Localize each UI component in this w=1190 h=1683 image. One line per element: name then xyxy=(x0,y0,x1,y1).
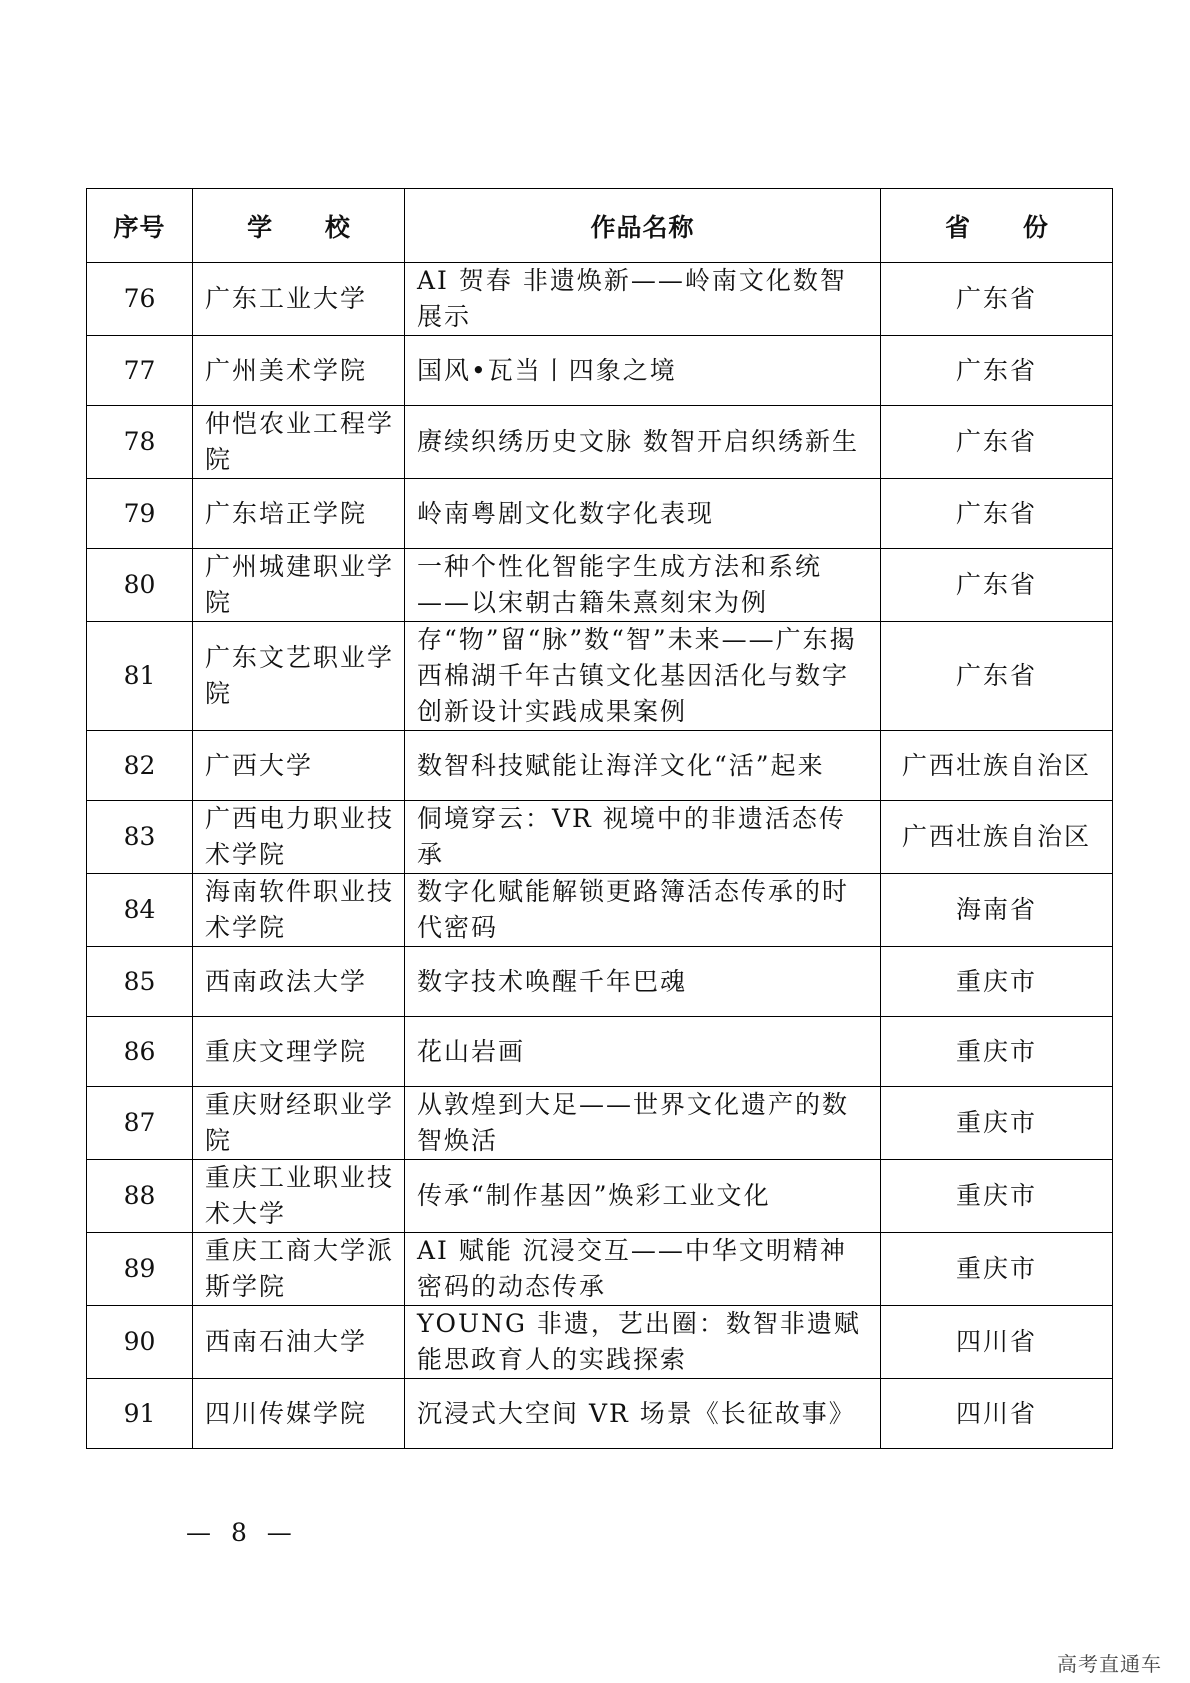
header-work-title: 作品名称 xyxy=(405,189,881,263)
table-row xyxy=(87,622,1113,731)
row-province: 重庆市 xyxy=(881,1087,1113,1160)
row-work-title: 沉浸式大空间 VR 场景《长征故事》 xyxy=(405,1379,881,1449)
row-province: 广西壮族自治区 xyxy=(881,801,1113,874)
table-row xyxy=(87,1017,1113,1087)
row-number: 83 xyxy=(87,801,193,874)
table-row xyxy=(87,1233,1113,1306)
row-province: 重庆市 xyxy=(881,1017,1113,1087)
page-number: — 8 — xyxy=(186,1518,298,1547)
row-province: 重庆市 xyxy=(881,1160,1113,1233)
row-school: 重庆工商大学派斯学院 xyxy=(193,1233,405,1306)
row-work-title: 从敦煌到大足——世界文化遗产的数智焕活 xyxy=(405,1087,881,1160)
row-province: 广东省 xyxy=(881,406,1113,479)
row-number: 87 xyxy=(87,1087,193,1160)
row-number: 90 xyxy=(87,1306,193,1379)
row-work-title: 赓续织绣历史文脉 数智开启织绣新生 xyxy=(405,406,881,479)
row-province: 四川省 xyxy=(881,1379,1113,1449)
table-row xyxy=(87,874,1113,947)
row-school: 广西大学 xyxy=(193,731,405,801)
row-work-title: 侗境穿云：VR 视境中的非遗活态传承 xyxy=(405,801,881,874)
row-number: 81 xyxy=(87,622,193,731)
row-province: 重庆市 xyxy=(881,947,1113,1017)
row-school: 广东文艺职业学院 xyxy=(193,622,405,731)
table-row xyxy=(87,479,1113,549)
row-school: 广东培正学院 xyxy=(193,479,405,549)
row-work-title: 花山岩画 xyxy=(405,1017,881,1087)
row-number: 77 xyxy=(87,336,193,406)
table-row xyxy=(87,263,1113,336)
row-school: 西南石油大学 xyxy=(193,1306,405,1379)
header-province: 省 份 xyxy=(881,189,1113,263)
table-row xyxy=(87,731,1113,801)
award-list-table xyxy=(86,188,1113,1449)
row-province: 广东省 xyxy=(881,336,1113,406)
table-row xyxy=(87,1087,1113,1160)
row-school: 四川传媒学院 xyxy=(193,1379,405,1449)
row-number: 76 xyxy=(87,263,193,336)
row-province: 广东省 xyxy=(881,622,1113,731)
table-row xyxy=(87,406,1113,479)
table-row xyxy=(87,549,1113,622)
table-row xyxy=(87,1160,1113,1233)
header-school: 学 校 xyxy=(193,189,405,263)
row-work-title: 数字技术唤醒千年巴魂 xyxy=(405,947,881,1017)
table-row xyxy=(87,1306,1113,1379)
row-number: 82 xyxy=(87,731,193,801)
table-header-row xyxy=(87,189,1113,263)
row-number: 91 xyxy=(87,1379,193,1449)
row-number: 78 xyxy=(87,406,193,479)
row-work-title: YOUNG 非遗，艺出圈：数智非遗赋能思政育人的实践探索 xyxy=(405,1306,881,1379)
table-row xyxy=(87,801,1113,874)
row-work-title: 岭南粤剧文化数字化表现 xyxy=(405,479,881,549)
row-school: 广州美术学院 xyxy=(193,336,405,406)
row-province: 四川省 xyxy=(881,1306,1113,1379)
row-number: 79 xyxy=(87,479,193,549)
row-work-title: 国风•瓦当丨四象之境 xyxy=(405,336,881,406)
row-province: 广西壮族自治区 xyxy=(881,731,1113,801)
row-work-title: 一种个性化智能字生成方法和系统——以宋朝古籍朱熹刻宋为例 xyxy=(405,549,881,622)
row-school: 重庆财经职业学院 xyxy=(193,1087,405,1160)
row-school: 广西电力职业技术学院 xyxy=(193,801,405,874)
row-province: 广东省 xyxy=(881,549,1113,622)
row-work-title: 数智科技赋能让海洋文化“活”起来 xyxy=(405,731,881,801)
row-number: 88 xyxy=(87,1160,193,1233)
row-province: 重庆市 xyxy=(881,1233,1113,1306)
row-province: 广东省 xyxy=(881,263,1113,336)
row-number: 85 xyxy=(87,947,193,1017)
row-number: 86 xyxy=(87,1017,193,1087)
row-school: 西南政法大学 xyxy=(193,947,405,1017)
table-row xyxy=(87,947,1113,1017)
header-number: 序号 xyxy=(87,189,193,263)
row-province: 广东省 xyxy=(881,479,1113,549)
row-work-title: 传承“制作基因”焕彩工业文化 xyxy=(405,1160,881,1233)
row-school: 重庆工业职业技术大学 xyxy=(193,1160,405,1233)
row-work-title: 数字化赋能解锁更路簿活态传承的时代密码 xyxy=(405,874,881,947)
row-school: 广州城建职业学院 xyxy=(193,549,405,622)
table-row xyxy=(87,1379,1113,1449)
row-work-title: AI 赋能 沉浸交互——中华文明精神密码的动态传承 xyxy=(405,1233,881,1306)
row-school: 仲恺农业工程学院 xyxy=(193,406,405,479)
table-row xyxy=(87,336,1113,406)
row-school: 广东工业大学 xyxy=(193,263,405,336)
watermark: 高考直通车 xyxy=(1057,1652,1162,1676)
row-school: 重庆文理学院 xyxy=(193,1017,405,1087)
row-number: 80 xyxy=(87,549,193,622)
row-work-title: AI 贺春 非遗焕新——岭南文化数智展示 xyxy=(405,263,881,336)
row-school: 海南软件职业技术学院 xyxy=(193,874,405,947)
row-province: 海南省 xyxy=(881,874,1113,947)
row-number: 89 xyxy=(87,1233,193,1306)
row-work-title: 存“物”留“脉”数“智”未来——广东揭西棉湖千年古镇文化基因活化与数字创新设计实践成果案例 xyxy=(405,622,881,731)
row-number: 84 xyxy=(87,874,193,947)
